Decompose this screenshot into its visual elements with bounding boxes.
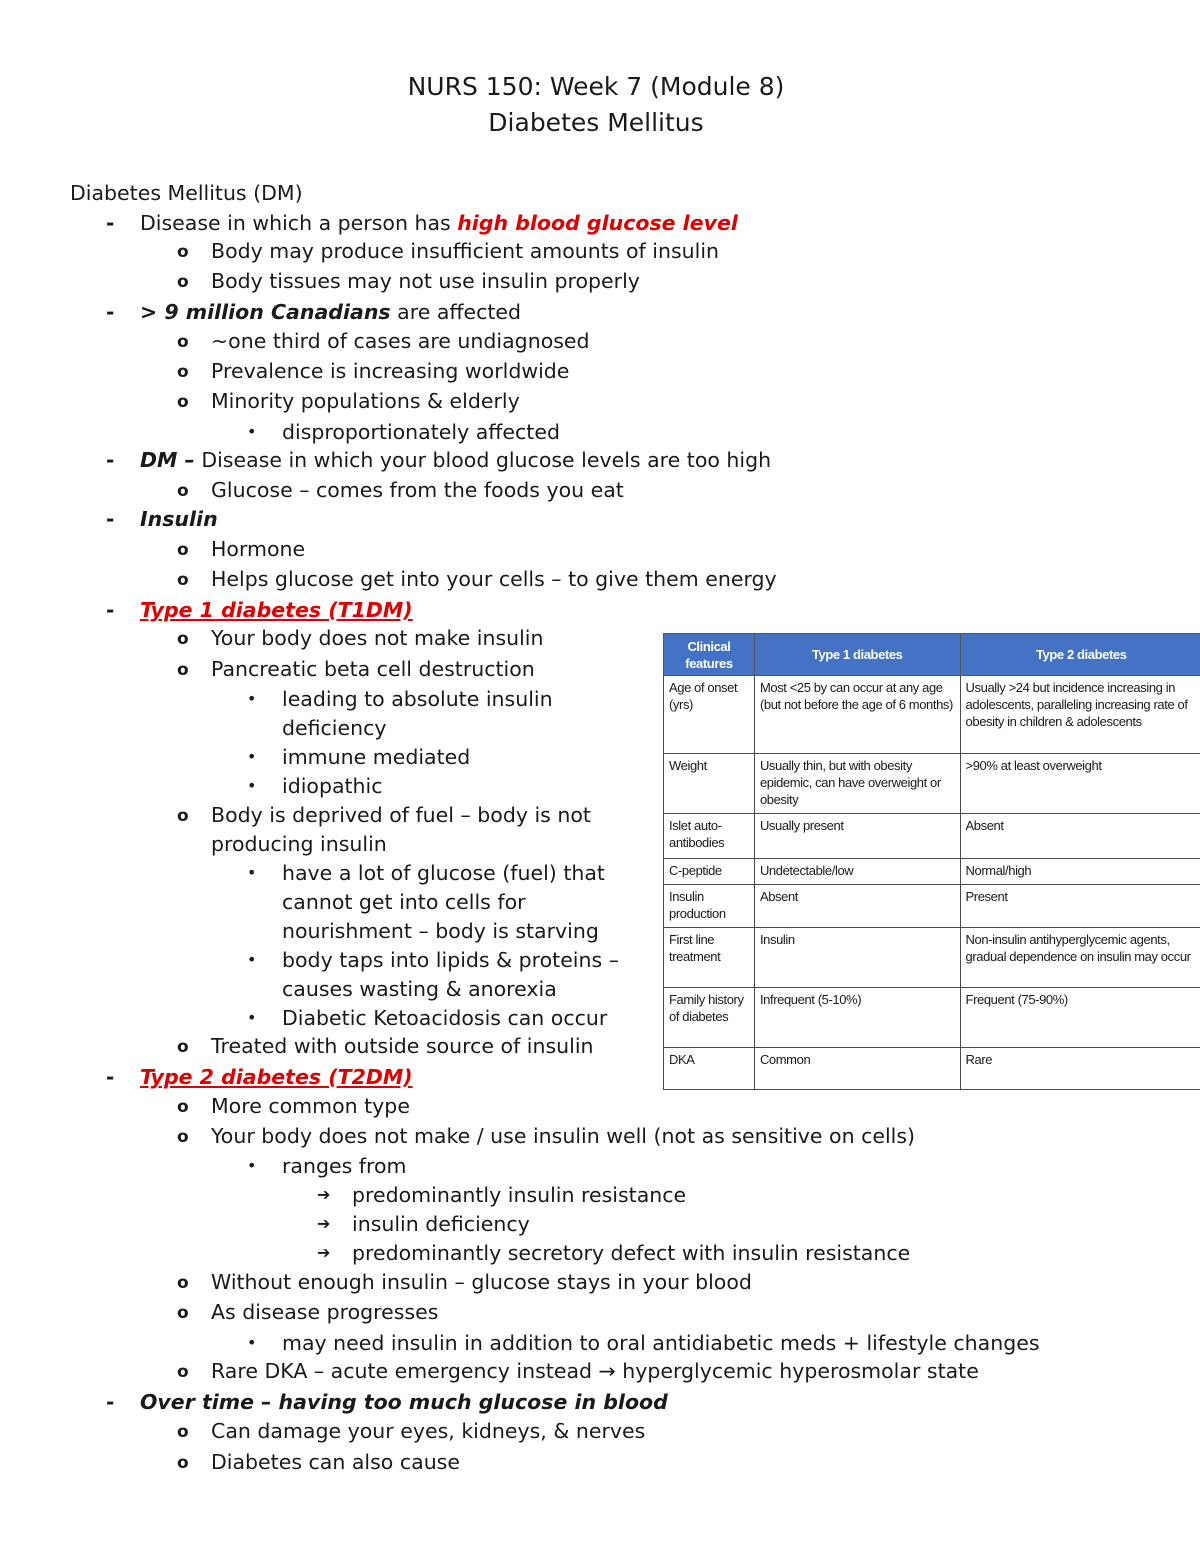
note-item: Body may produce insufficient amounts of insulin [211,239,720,263]
section-heading: Diabetes Mellitus (DM) [70,181,303,205]
note-item: Hormone [211,537,306,561]
circle-marker: o [177,540,189,560]
table-row [664,1048,1200,1090]
circle-marker: o [177,1303,189,1323]
note-definition [140,210,738,236]
bullet-marker: • [247,1008,257,1027]
bullet-marker: • [247,689,257,708]
dash-marker: - [106,507,115,531]
note-subitem: ranges from [282,1154,407,1178]
note-item: Your body does not make / use insulin well (not as sensitive on cells) [211,1124,916,1148]
circle-marker: o [177,1097,189,1117]
circle-marker: o [177,242,189,262]
document-title: NURS 150: Week 7 (Module 8) [407,72,785,101]
table-row [664,676,1200,754]
note-item: As disease progresses [211,1300,439,1324]
table-cell-feature: Family history of diabetes [664,988,755,1048]
table-cell-type2: Normal/high [960,859,1200,885]
note-subitem: have a lot of glucose (fuel) that [282,861,605,885]
table-header-cell: Type 1 diabetes [754,634,960,676]
circle-marker: o [177,481,189,501]
note-dm [140,447,771,473]
document-subtitle: Diabetes Mellitus [488,108,704,137]
bullet-marker: • [247,1333,257,1352]
table-row [664,928,1200,988]
note-item: Prevalence is increasing worldwide [211,359,570,383]
table-cell-type1: Common [754,1048,960,1090]
table-row [664,859,1200,885]
circle-marker: o [177,1037,189,1057]
bullet-marker: • [247,747,257,766]
dash-marker: - [106,448,115,472]
table-cell-type1: Absent [754,885,960,928]
type2-heading: Type 2 diabetes (T2DM) [140,1065,413,1089]
circle-marker: o [177,1453,189,1473]
note-subitem: leading to absolute insulin [282,687,553,711]
note-subitem-cont: nourishment – body is starving [282,919,599,943]
table-row [664,885,1200,928]
table-row [664,814,1200,859]
note-item: Without enough insulin – glucose stays in your blood [211,1270,752,1294]
emphasis-text: high blood glucose level [457,211,738,235]
note-item: Body is deprived of fuel – body is not [211,803,591,827]
bullet-marker: • [247,863,257,882]
note-item: Treated with outside source of insulin [211,1034,594,1058]
circle-marker: o [177,272,189,292]
circle-marker: o [177,1127,189,1147]
circle-marker: o [177,362,189,382]
table-row [664,988,1200,1048]
note-subitem: Diabetic Ketoacidosis can occur [282,1006,608,1030]
table-cell-type2: Absent [960,814,1200,859]
circle-marker: o [177,570,189,590]
note-item: Glucose – comes from the foods you eat [211,478,624,502]
dash-marker: - [106,300,115,324]
type1-heading: Type 1 diabetes (T1DM) [140,598,413,622]
table-cell-type2: Present [960,885,1200,928]
circle-marker: o [177,392,189,412]
table-cell-type2: Rare [960,1048,1200,1090]
table-cell-type2: >90% at least overweight [960,754,1200,814]
note-subitem-cont: cannot get into cells for [282,890,526,914]
note-subsubitem: insulin deficiency [352,1212,530,1236]
note-item: Pancreatic beta cell destruction [211,657,535,681]
note-text: Disease in which your blood glucose levels are too high [194,448,772,472]
note-text: are affected [390,300,522,324]
arrow-marker: ➔ [317,1243,331,1262]
note-subitem: may need insulin in addition to oral antidiabetic meds + lifestyle changes [282,1331,1040,1355]
table-cell-type1: Undetectable/low [754,859,960,885]
bullet-marker: • [247,776,257,795]
circle-marker: o [177,629,189,649]
note-item: ~one third of cases are undiagnosed [211,329,590,353]
note-subsubitem: predominantly insulin resistance [352,1183,687,1207]
note-subitem: body taps into lipids & proteins – [282,948,619,972]
note-statistic [140,299,521,325]
note-subitem: disproportionately affected [282,420,560,444]
note-item: Your body does not make insulin [211,626,544,650]
note-item: More common type [211,1094,410,1118]
circle-marker: o [177,660,189,680]
note-subitem: idiopathic [282,774,383,798]
note-subitem-cont: deficiency [282,716,387,740]
table-cell-feature: C-peptide [664,859,755,885]
note-subitem-cont: causes wasting & anorexia [282,977,557,1001]
dash-marker: - [106,211,115,235]
table-header-row [664,634,1200,676]
table-cell-feature: Age of onset (yrs) [664,676,755,754]
table-cell-type2: Usually >24 but incidence increasing in adolescents, paralleling increasing rate of obesity in children & adolescents [960,676,1200,754]
circle-marker: o [177,1422,189,1442]
note-item: Can damage your eyes, kidneys, & nerves [211,1419,646,1443]
table-cell-feature: First line treatment [664,928,755,988]
table-cell-type1: Usually present [754,814,960,859]
note-item: Rare DKA – acute emergency instead → hyperglycemic hyperosmolar state [211,1359,979,1383]
arrow-marker: ➔ [317,1185,331,1204]
table-cell-feature: Weight [664,754,755,814]
note-item: Body tissues may not use insulin properly [211,269,640,293]
table-row [664,754,1200,814]
table-cell-feature: DKA [664,1048,755,1090]
table-cell-type2: Non-insulin antihyperglycemic agents, gradual dependence on insulin may occur [960,928,1200,988]
table-cell-type1: Usually thin, but with obesity epidemic, can have overweight or obesity [754,754,960,814]
note-subitem: immune mediated [282,745,471,769]
note-item-cont: producing insulin [211,832,387,856]
emphasis-text: > 9 million Canadians [140,300,391,324]
emphasis-text: DM – [140,448,195,472]
table-cell-type2: Frequent (75-90%) [960,988,1200,1048]
table-cell-feature: Insulin production [664,885,755,928]
dash-marker: - [106,1390,115,1414]
dash-marker: - [106,1065,115,1089]
bullet-marker: • [247,422,257,441]
note-text: Disease in which a person has [140,211,458,235]
note-item: Helps glucose get into your cells – to give them energy [211,567,777,591]
dash-marker: - [106,598,115,622]
table-cell-type1: Most <25 by can occur at any age (but not before the age of 6 months) [754,676,960,754]
bullet-marker: • [247,950,257,969]
table-header-cell: Type 2 diabetes [960,634,1200,676]
arrow-marker: ➔ [317,1214,331,1233]
circle-marker: o [177,806,189,826]
table-cell-feature: Islet auto-antibodies [664,814,755,859]
table-header-cell: Clinical features [664,634,755,676]
note-insulin-heading: Insulin [140,507,218,531]
note-item: Minority populations & elderly [211,389,520,413]
diabetes-comparison-table [663,633,1200,1090]
over-time-heading: Over time – having too much glucose in blood [140,1390,668,1414]
bullet-marker: • [247,1156,257,1175]
circle-marker: o [177,1273,189,1293]
note-item: Diabetes can also cause [211,1450,460,1474]
circle-marker: o [177,332,189,352]
table-cell-type1: Infrequent (5-10%) [754,988,960,1048]
note-subsubitem: predominantly secretory defect with insulin resistance [352,1241,911,1265]
table-cell-type1: Insulin [754,928,960,988]
circle-marker: o [177,1362,189,1382]
